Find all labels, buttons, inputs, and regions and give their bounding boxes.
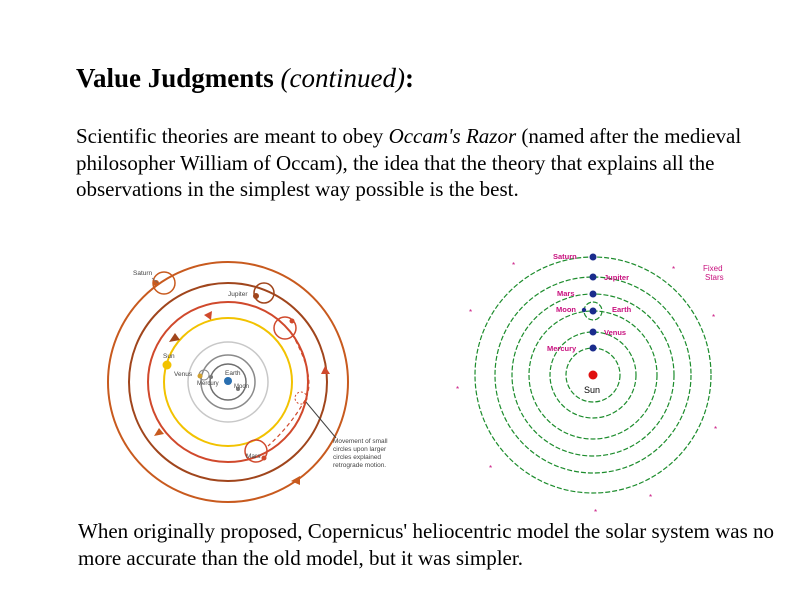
helio-venus (590, 329, 597, 336)
helio-label-stars: Stars (705, 273, 724, 282)
helio-moon (582, 308, 586, 312)
helio-label-jupiter: Jupiter (604, 273, 630, 282)
paragraph-rest: (named after the medieval philosopher William of Occam), the idea that the theory that explains all the observations in the simplest way possible is the best. (76, 124, 742, 201)
fixed-star: * (469, 308, 473, 317)
fixed-star: * (489, 464, 493, 473)
helio-earth (590, 308, 597, 315)
helio-saturn (590, 254, 597, 261)
geo-label-earth: Earth (225, 370, 241, 377)
occams-razor-term: Occam's Razor (388, 124, 517, 148)
geo-label-jupiter: Jupiter (228, 291, 248, 298)
helio-jupiter (590, 274, 597, 281)
geo-label-sun: Sun (163, 353, 175, 360)
retrograde-note-line4: retrograde motion. (333, 462, 387, 469)
retrograde-note-line2: circles upon larger (333, 446, 387, 453)
geo-label-moon: Moon (234, 384, 250, 390)
helio-label-venus: Venus (604, 328, 627, 337)
fixed-star: * (714, 425, 718, 434)
helio-sun (589, 371, 598, 380)
helio-label-earth: Earth (612, 305, 632, 314)
helio-mercury (590, 345, 597, 352)
fixed-star: * (456, 385, 460, 394)
geo-label-mars: Mars (246, 453, 261, 460)
copernicus-conclusion: When originally proposed, Copernicus' heliocentric model the solar system was no more accurate than the old model, but it was simpler. (78, 519, 775, 570)
geo-label-venus: Venus (174, 371, 193, 378)
geo-label-mercury: Mercury (197, 381, 219, 387)
title-continued: (continued) (280, 63, 405, 93)
helio-mars (590, 291, 597, 298)
fixed-star: * (672, 265, 676, 274)
helio-label-mercury: Mercury (547, 344, 577, 353)
retrograde-note-line3: circles explained (333, 454, 382, 461)
title-colon: : (405, 63, 414, 93)
fixed-star: * (649, 493, 653, 502)
fixed-star: * (712, 313, 716, 322)
helio-label-moon: Moon (556, 305, 576, 314)
geo-label-saturn: Saturn (133, 270, 153, 277)
helio-label-fixed: Fixed (703, 264, 723, 273)
helio-label-saturn: Saturn (553, 252, 577, 261)
helio-label-sun: Sun (584, 385, 601, 395)
fixed-star: * (512, 261, 516, 270)
title-main: Value Judgments (76, 63, 274, 93)
paragraph-lead: Scientific theories are meant to obey (76, 124, 389, 148)
retrograde-note-line1: Movement of small (333, 438, 388, 445)
helio-label-mars: Mars (557, 289, 575, 298)
fixed-star: * (594, 508, 598, 517)
